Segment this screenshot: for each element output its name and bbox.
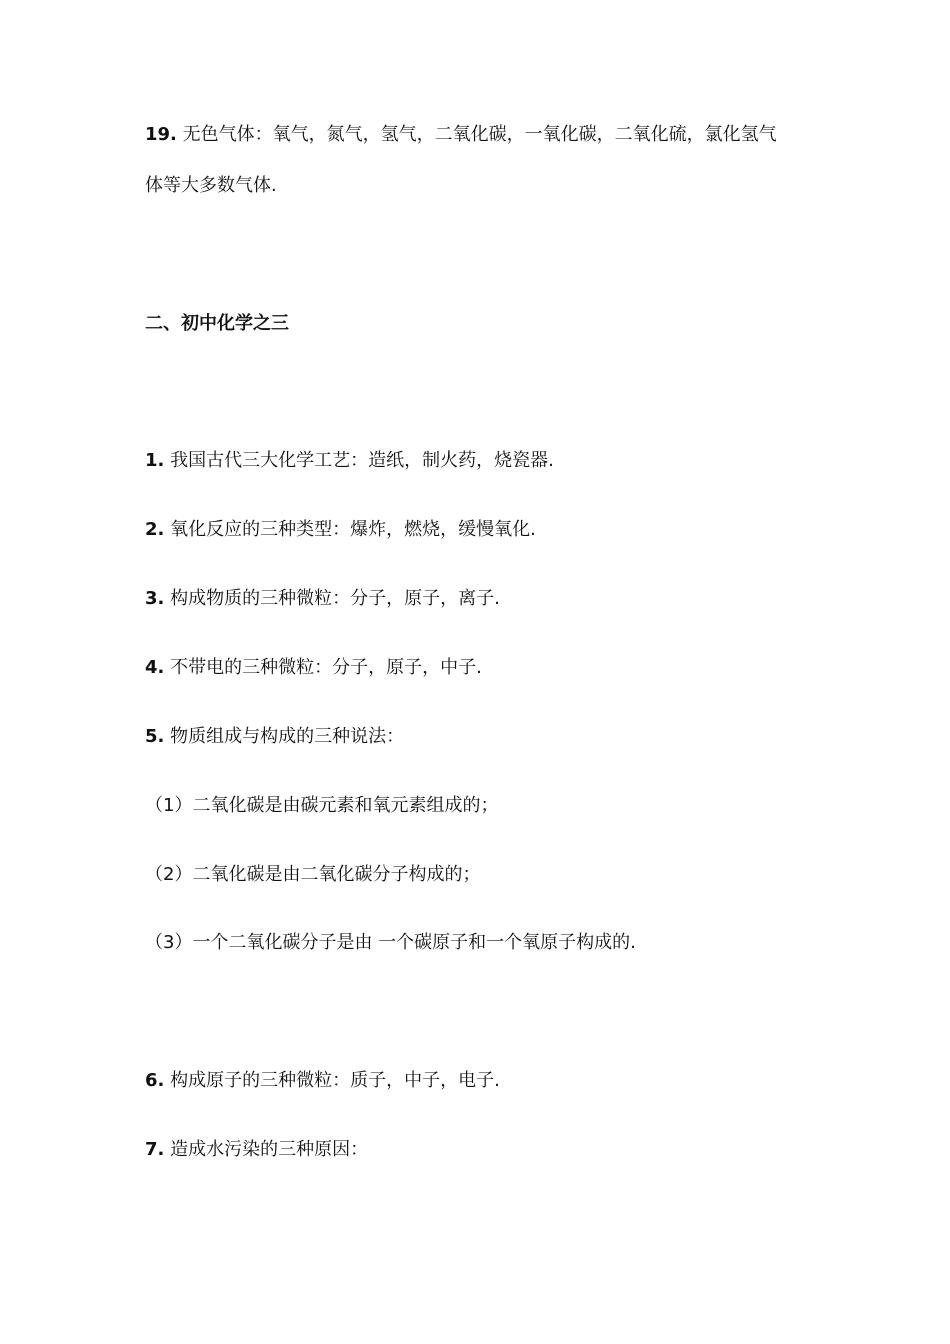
list-item-5 bbox=[145, 725, 404, 749]
list-item-number: 7. bbox=[145, 1139, 165, 1160]
list-item-6 bbox=[145, 1069, 500, 1093]
list-item-text: 不带电的三种微粒：分子，原子，中子. bbox=[170, 657, 482, 678]
item-19-line-2: 体等大多数气体. bbox=[145, 175, 277, 196]
list-item-number: 1. bbox=[145, 450, 165, 471]
list-item-number: 4. bbox=[145, 657, 165, 678]
list-item-3 bbox=[145, 587, 500, 611]
item-19-text: 无色气体：氧气，氮气，氢气，二氧化碳，一氧化碳，二氧化硫，氯化氢气 bbox=[182, 124, 777, 145]
list-item-number: 3. bbox=[145, 588, 165, 609]
list-item-2 bbox=[145, 518, 536, 542]
item-19-number: 19. bbox=[145, 124, 177, 145]
sub-item-1: （1）二氧化碳是由碳元素和氧元素组成的； bbox=[145, 795, 499, 816]
item-19-line-1 bbox=[145, 123, 777, 147]
sub-item-3: （3）一个二氧化碳分子是由 一个碳原子和一个氧原子构成的. bbox=[145, 932, 636, 953]
list-item-text: 造成水污染的三种原因： bbox=[170, 1139, 369, 1160]
list-item-1 bbox=[145, 449, 554, 473]
list-item-text: 我国古代三大化学工艺：造纸，制火药，烧瓷器. bbox=[170, 450, 554, 471]
section-heading: 二、初中化学之三 bbox=[145, 313, 289, 334]
list-item-text: 构成物质的三种微粒：分子，原子，离子. bbox=[170, 588, 500, 609]
list-item-7 bbox=[145, 1138, 368, 1162]
list-item-text: 氧化反应的三种类型：爆炸，燃烧，缓慢氧化. bbox=[170, 519, 536, 540]
sub-item-2: （2）二氧化碳是由二氧化碳分子构成的； bbox=[145, 864, 481, 885]
list-item-number: 2. bbox=[145, 519, 165, 540]
list-item-number: 6. bbox=[145, 1070, 165, 1091]
list-item-number: 5. bbox=[145, 726, 165, 747]
list-item-4 bbox=[145, 656, 482, 680]
list-item-text: 物质组成与构成的三种说法： bbox=[170, 726, 405, 747]
list-item-text: 构成原子的三种微粒：质子，中子，电子. bbox=[170, 1070, 500, 1091]
